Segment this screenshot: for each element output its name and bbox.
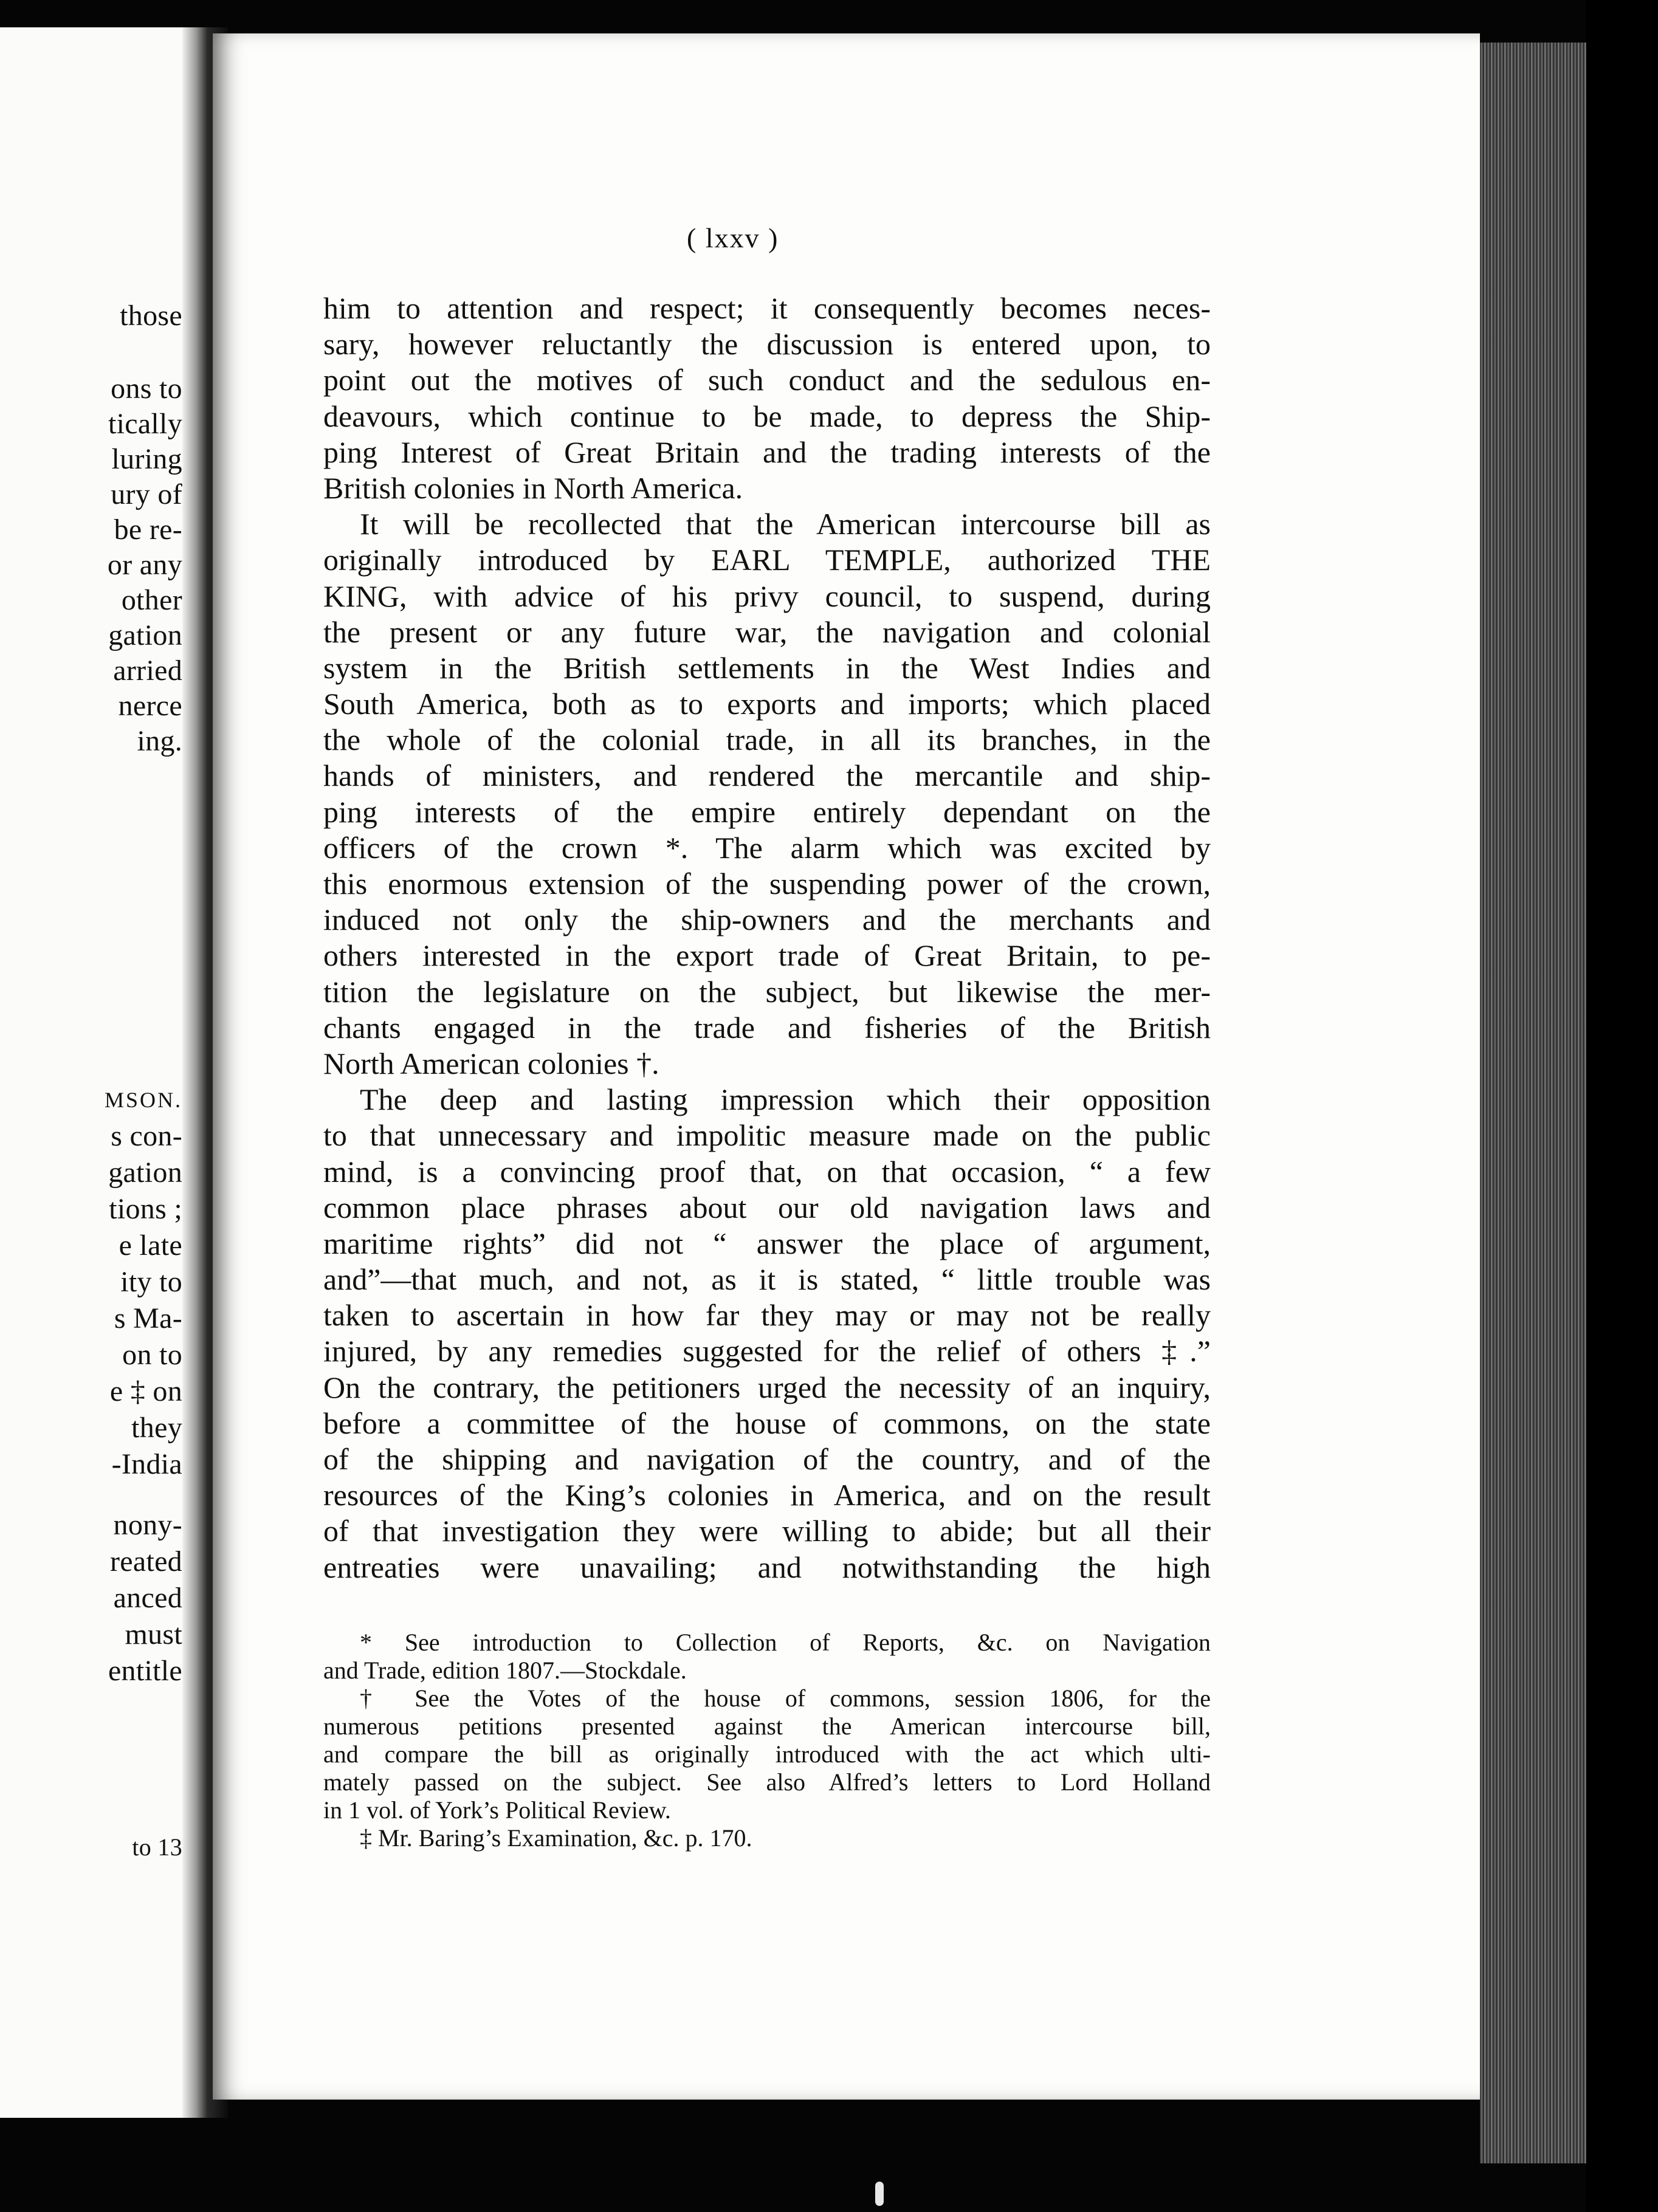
left-line: nony- bbox=[113, 1509, 182, 1541]
body-line: ping interests of the empire entirely dependant on the bbox=[323, 794, 1211, 829]
left-line: ity to bbox=[120, 1266, 182, 1298]
page-number: ( lxxv ) bbox=[687, 222, 779, 253]
body-line: sary, however reluctantly the discussion is entered upon, to bbox=[323, 327, 1211, 362]
page-edges bbox=[1480, 43, 1592, 2163]
body-line: North American colonies †. bbox=[323, 1046, 659, 1080]
body-line: It will be recollected that the American intercourse bill as bbox=[360, 507, 1211, 541]
footnote-line: and Trade, edition 1807.—Stockdale. bbox=[323, 1657, 687, 1684]
left-line: gation bbox=[108, 619, 182, 651]
scan-artifact bbox=[875, 2182, 884, 2206]
body-line: British colonies in North America. bbox=[323, 470, 743, 505]
footnote-line: ‡ Mr. Baring’s Examination, &c. p. 170. bbox=[360, 1824, 752, 1852]
left-line: ury of bbox=[111, 478, 182, 510]
body-line: others interested in the export trade of Great Britain, to pe- bbox=[323, 938, 1211, 973]
footnote-line: * See introduction to Collection of Reports, &c. on Navigation bbox=[360, 1629, 1211, 1656]
body-line: originally introduced by EARL TEMPLE, authorized THE bbox=[323, 543, 1211, 577]
body-line: deavours, which continue to be made, to depress the Ship- bbox=[323, 399, 1211, 433]
left-line: ons to bbox=[111, 373, 182, 405]
left-line: those bbox=[120, 300, 182, 332]
left-footnote: to 13 bbox=[132, 1833, 182, 1861]
body-line: South America, both as to exports and imports; which placed bbox=[323, 687, 1211, 721]
left-line: -India bbox=[111, 1448, 182, 1480]
left-line: arried bbox=[113, 654, 182, 687]
left-line: entitle bbox=[108, 1655, 182, 1687]
left-line: reated bbox=[109, 1545, 182, 1578]
left-line: luring bbox=[111, 443, 182, 475]
left-line: nerce bbox=[118, 690, 182, 722]
body-line: system in the British settlements in the West Indies and bbox=[323, 650, 1211, 685]
body-line: the whole of the colonial trade, in all its branches, in the bbox=[323, 723, 1211, 757]
scan-margin bbox=[1586, 0, 1658, 2212]
footnote-line: † See the Votes of the house of commons, session 1806, for the bbox=[360, 1685, 1211, 1712]
left-line: MSON. bbox=[104, 1088, 182, 1112]
body-line: of that investigation they were willing to abide; but all their bbox=[323, 1514, 1211, 1548]
footnotes bbox=[323, 1629, 1211, 1852]
left-line: s Ma- bbox=[114, 1302, 182, 1334]
left-line: ing. bbox=[137, 725, 182, 757]
body-line: him to attention and respect; it consequently becomes neces- bbox=[323, 291, 1211, 325]
body-line: and”—that much, and not, as it is stated, “ little trouble was bbox=[323, 1262, 1211, 1297]
body-line: injured, by any remedies suggested for the relief of others ‡.” bbox=[323, 1334, 1211, 1369]
left-page-fragment bbox=[0, 27, 188, 2118]
body-line: of the shipping and navigation of the country, and of the bbox=[323, 1442, 1211, 1476]
body-line: resources of the King’s colonies in America, and on the result bbox=[323, 1478, 1211, 1513]
footnote-line: numerous petitions presented against the American intercourse bill, bbox=[323, 1712, 1211, 1740]
body-line: On the contrary, the petitioners urged the necessity of an inquiry, bbox=[323, 1370, 1211, 1404]
body-line: KING, with advice of his privy council, to suspend, during bbox=[323, 579, 1211, 613]
body-line: the present or any future war, the navigation and colonial bbox=[323, 614, 1211, 649]
body-line: maritime rights” did not “ answer the place of argument, bbox=[323, 1226, 1211, 1260]
body-line: induced not only the ship-owners and the merchants and bbox=[323, 902, 1211, 937]
body-line: tition the legislature on the subject, but likewise the mer- bbox=[323, 974, 1211, 1009]
footnote-line: mately passed on the subject. See also Alfred’s letters to Lord Holland bbox=[323, 1768, 1211, 1796]
left-line: be re- bbox=[114, 514, 182, 546]
body-line: mind, is a convincing proof that, on that occasion, “ a few bbox=[323, 1154, 1211, 1189]
body-line: to that unnecessary and impolitic measure made on the public bbox=[323, 1118, 1211, 1153]
footnote-line: and compare the bill as originally introduced with the act which ulti- bbox=[323, 1740, 1211, 1768]
body-line: before a committee of the house of commons, on the state bbox=[323, 1406, 1211, 1440]
left-line: anced bbox=[113, 1582, 182, 1614]
body-line: this enormous extension of the suspending power of the crown, bbox=[323, 867, 1211, 901]
left-line: or any bbox=[107, 549, 182, 581]
body-line: ping Interest of Great Britain and the trading interests of the bbox=[323, 434, 1211, 469]
left-line: on to bbox=[122, 1339, 182, 1371]
body-line: hands of ministers, and rendered the mercantile and ship- bbox=[323, 758, 1211, 793]
body-line: taken to ascertain in how far they may or may not be really bbox=[323, 1298, 1211, 1333]
left-line: e ‡ on bbox=[109, 1375, 182, 1407]
left-line: tions ; bbox=[109, 1193, 182, 1225]
left-line: tically bbox=[108, 408, 182, 440]
left-line: s con- bbox=[111, 1120, 182, 1152]
body-text bbox=[323, 290, 1211, 1585]
left-line: must bbox=[125, 1618, 182, 1650]
body-line: chants engaged in the trade and fisheries of the British bbox=[323, 1010, 1211, 1045]
body-line: common place phrases about our old navigation laws and bbox=[323, 1190, 1211, 1224]
left-line: gation bbox=[108, 1156, 182, 1189]
left-line: other bbox=[121, 584, 182, 616]
body-line: point out the motives of such conduct and the sedulous en- bbox=[323, 363, 1211, 397]
body-line: officers of the crown *. The alarm which was excited by bbox=[323, 830, 1211, 865]
left-line: e late bbox=[119, 1229, 182, 1262]
body-line: The deep and lasting impression which their opposition bbox=[360, 1082, 1211, 1117]
left-line: they bbox=[131, 1412, 182, 1444]
body-line: entreaties were unavailing; and notwithstanding the high bbox=[323, 1550, 1211, 1584]
footnote-line: in 1 vol. of York’s Political Review. bbox=[323, 1796, 671, 1824]
